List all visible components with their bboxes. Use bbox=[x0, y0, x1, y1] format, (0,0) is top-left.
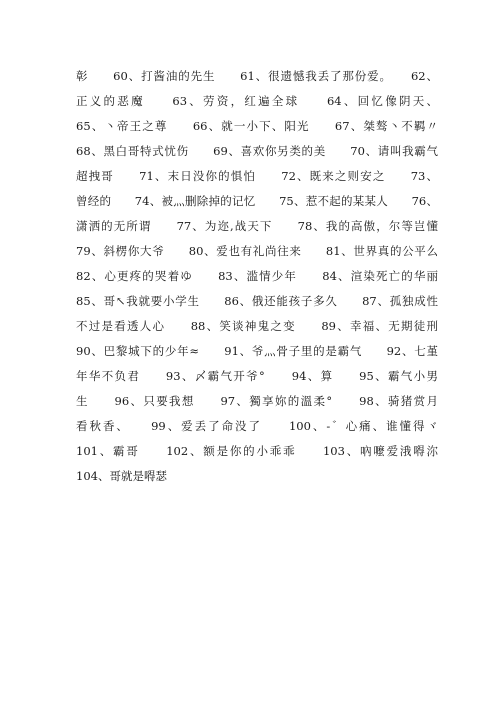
text-line: 曾经的 74、被灬删除掉的记忆 75、惹不起的某某人 76、 bbox=[76, 194, 438, 208]
text-line: 年华不负君 93、〆霸气开爷° 94、算 95、霸气小男 bbox=[76, 369, 438, 383]
text-line: 彰 60、打酱油的先生 61、很遗憾我丢了那份爱。 62、 bbox=[76, 69, 438, 83]
text-line: 90、巴黎城下的少年≈ 91、爷灬骨子里的是霸气 92、七堇 bbox=[76, 344, 438, 358]
text-body bbox=[76, 64, 438, 489]
text-line: 82、心更疼的哭着ゆ 83、滥情少年 84、渲染死亡的华丽 bbox=[76, 269, 438, 283]
text-line: 不过是看透人心 88、笑谈神鬼之变 89、幸福、无期徒刑 bbox=[76, 319, 438, 333]
text-line: 65、丶帝王之尊 66、就一小下、阳光 67、桀骜丶不羁〃 bbox=[76, 119, 438, 133]
text-line: 看秋香、 99、爱丢了命没了 100、-゛心痛、谁懂得ヾ bbox=[76, 419, 438, 433]
text-line: 超拽哥 71、末日没你的惧怕 72、既来之则安之 73、 bbox=[76, 169, 438, 183]
text-line: 85、哥↖我就要小学生 86、俄还能孩子多久 87、孤独成性 bbox=[76, 294, 438, 308]
text-line: 生 96、只要我想 97、獨享妳的溫柔° 98、骑猪赏月 bbox=[76, 394, 438, 408]
text-line: 101、霸哥 102、额是你的小乖乖 103、吶嚒爱涐嘚沵 bbox=[76, 444, 438, 458]
text-line: 正义的恶魔 63、劳资，红遍全球 64、回忆像阴天、 bbox=[76, 94, 438, 108]
text-line: 104、哥就是嘚瑟 bbox=[76, 469, 167, 483]
text-line: 79、斜楞你大爷 80、爱也有礼尚往来 81、世界真的公平么 bbox=[76, 244, 438, 258]
text-line: 68、黑白哥特式忧伤 69、喜欢你另类的美 70、请叫我霸气 bbox=[76, 144, 438, 158]
text-line: 潇洒的无所谓 77、为迩,战天下 78、我的高傲，尔等岂懂 bbox=[76, 219, 438, 233]
